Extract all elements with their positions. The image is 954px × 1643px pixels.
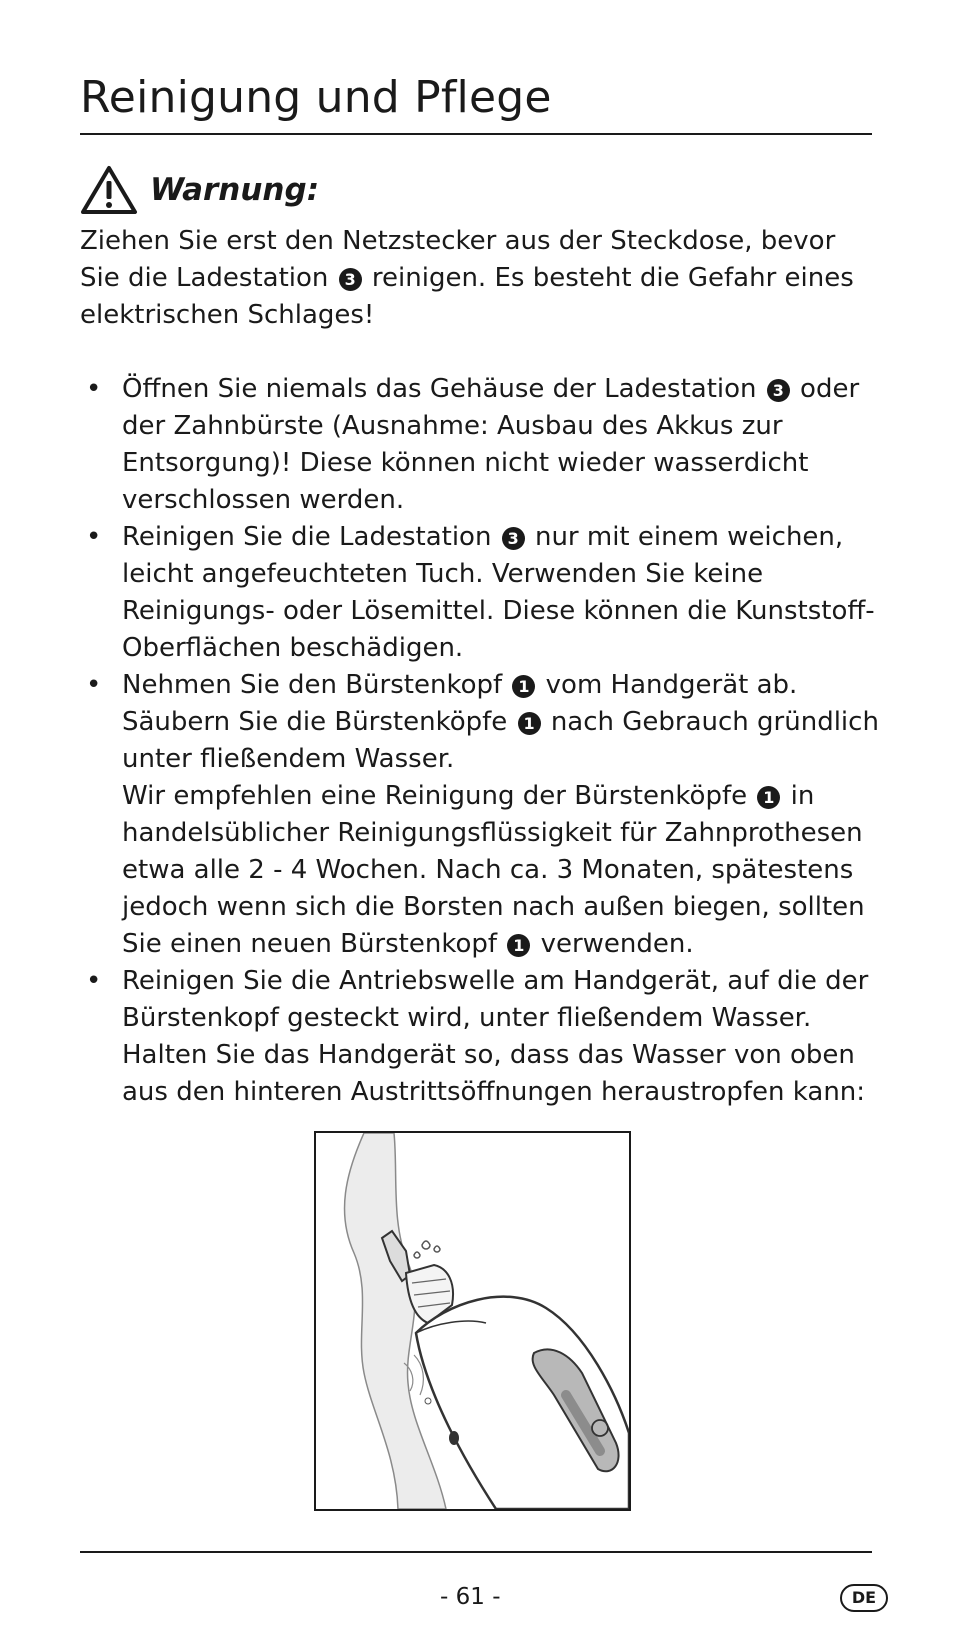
warning-heading: [80, 160, 319, 220]
list-item-text: Nehmen Sie den Bürstenkopf: [122, 670, 503, 700]
language-badge: DE: [840, 1584, 888, 1612]
list-item-text: in handelsüblicher Reinigungsflüssigkeit für Zahnprothesen etwa alle 2 - 4 Wochen. Nach ca. 3 Monaten, spätestens jedoch wenn sich die Borsten nach außen biegen, sollten Sie einen neuen Bürstenkopf: [122, 781, 865, 959]
bullet-marker: •: [86, 522, 102, 552]
part-number-marker: 3: [502, 527, 525, 550]
title-divider: [80, 133, 872, 135]
toothbrush-under-water-illustration: [314, 1131, 631, 1511]
list-item-text: Wir empfehlen eine Reinigung der Bürstenköpfe: [122, 781, 748, 811]
list-item-text: nur mit einem weichen, leicht angefeuchteten Tuch. Verwenden Sie keine Reinigungs- oder Lösemittel. Diese können die Kunststoff-Oberflächen beschädigen.: [122, 522, 875, 663]
part-number-marker: 1: [512, 675, 535, 698]
part-number-marker: 3: [339, 268, 362, 291]
list-item-text: nach Gebrauch gründlich unter fließendem Wasser.: [122, 707, 879, 774]
list-item-text: Öffnen Sie niemals das Gehäuse der Ladestation: [122, 374, 757, 404]
warning-text-part: reinigen. Es besteht die Gefahr eines elektrischen Schlages!: [80, 263, 854, 330]
bullet-marker: •: [86, 966, 102, 996]
list-item-text: verwenden.: [540, 929, 694, 959]
list-item-text: Reinigen Sie die Ladestation: [122, 522, 492, 552]
list-item: [80, 371, 880, 519]
bullet-marker: •: [86, 670, 102, 700]
list-item-text: oder der Zahnbürste (Ausnahme: Ausbau des Akkus zur Entsorgung)! Diese können nicht wieder wasserdicht verschlossen werden.: [122, 374, 860, 515]
list-item: [80, 519, 880, 667]
warning-triangle-icon: [80, 165, 138, 215]
warning-text: [80, 223, 880, 334]
part-number-marker: 1: [757, 786, 780, 809]
part-number-marker: 3: [767, 379, 790, 402]
cleaning-instructions-list: [80, 371, 880, 1111]
list-item: [80, 963, 880, 1111]
footer-divider: [80, 1551, 872, 1553]
list-item-text: Reinigen Sie die Antriebswelle am Handgerät, auf die der Bürstenkopf gesteckt wird, unter fließendem Wasser. Halten Sie das Handgerät so, dass das Wasser von oben aus den hinteren Austrittsöffnungen heraustropfen kann:: [122, 966, 869, 1107]
list-item: [80, 667, 880, 963]
page-title: Reinigung und Pflege: [80, 72, 552, 123]
part-number-marker: 1: [518, 712, 541, 735]
page-number: - 61 -: [440, 1584, 501, 1610]
warning-text-part: Ziehen Sie erst den Netzstecker aus der Steckdose, bevor Sie die Ladestation: [80, 226, 836, 293]
bullet-marker: •: [86, 374, 102, 404]
part-number-marker: 1: [507, 934, 530, 957]
list-item-text: vom Handgerät ab. Säubern Sie die Bürstenköpfe: [122, 670, 798, 737]
warning-label: Warnung:: [150, 172, 320, 208]
